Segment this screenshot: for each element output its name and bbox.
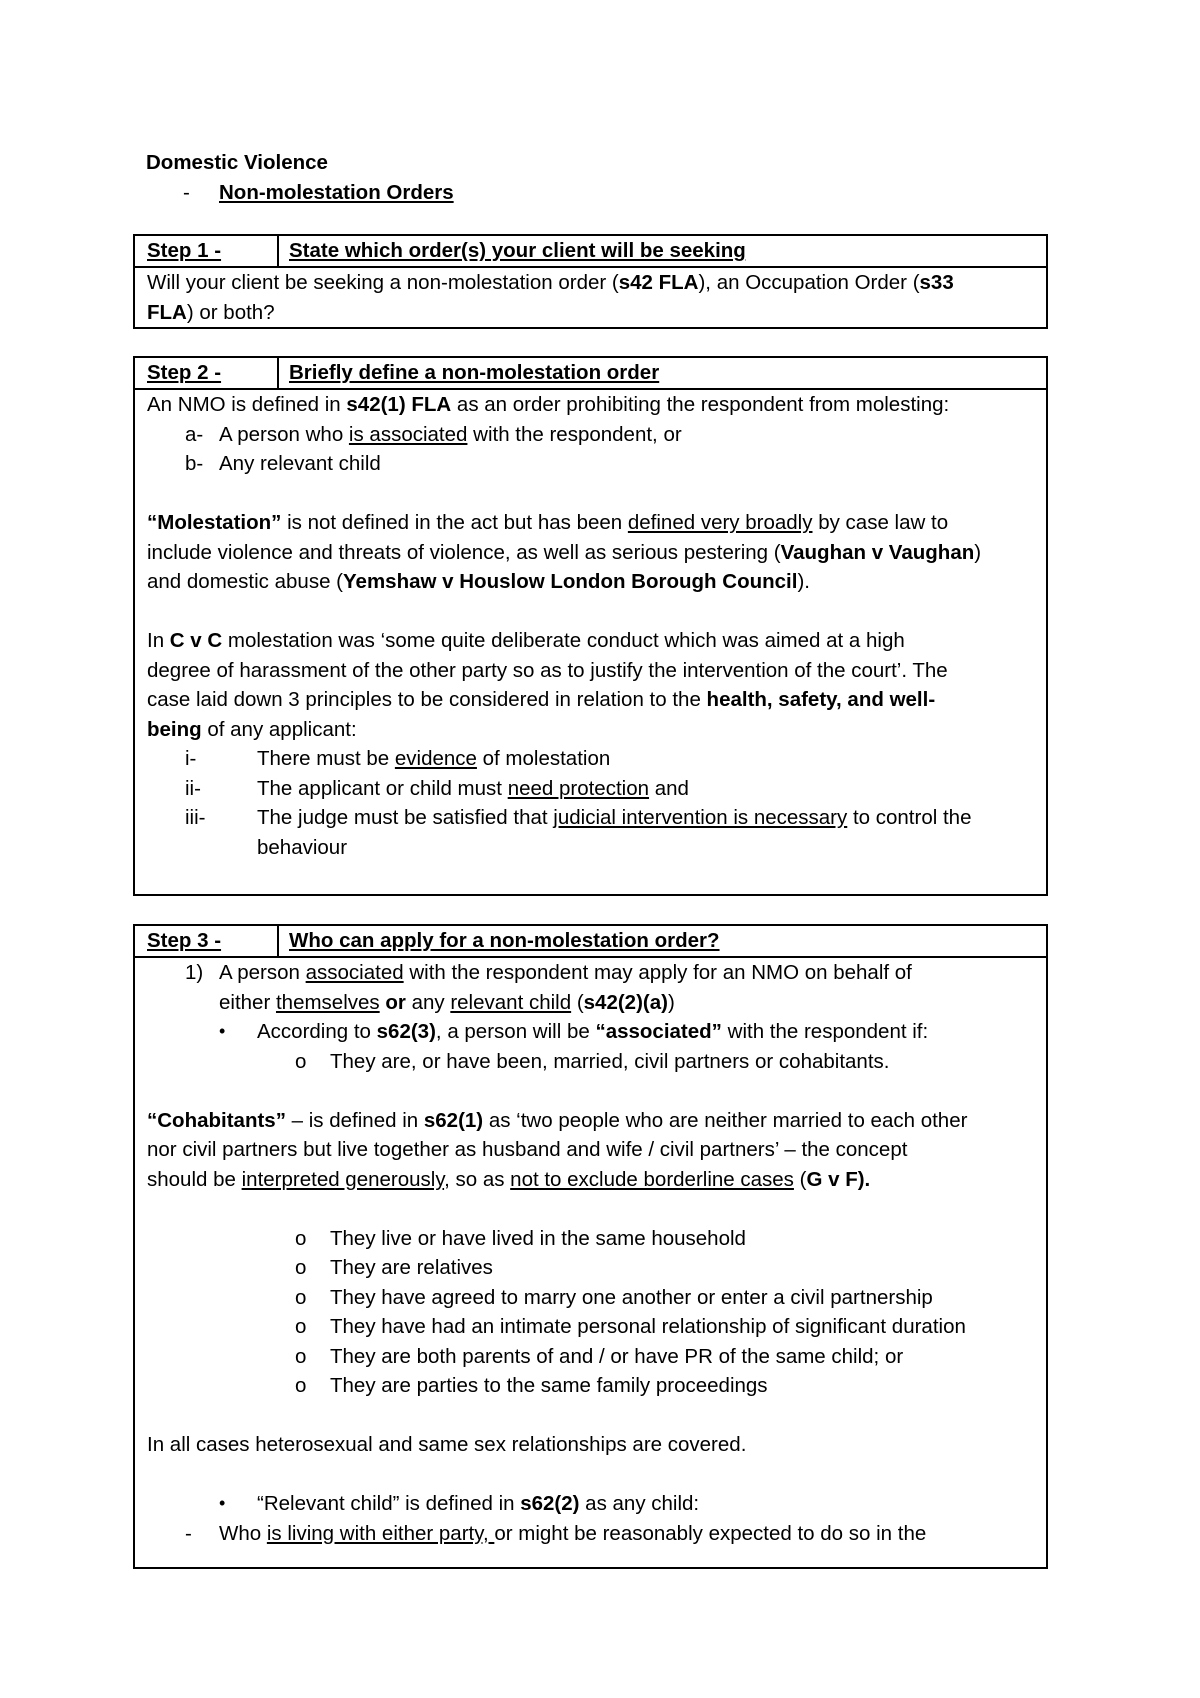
step-1-body <box>135 268 1046 327</box>
molestation-para-2: include violence and threats of violence, as well as serious pestering (Vaughan v Vaughan) <box>147 540 982 564</box>
list-marker: ii- <box>185 776 201 800</box>
step-2-body <box>135 390 1046 862</box>
step-1-title: State which order(s) your client will be seeking <box>289 239 746 262</box>
list-item: ii- The applicant or child must need protection and <box>147 774 1036 804</box>
list-item-continued: behaviour <box>257 835 348 859</box>
step-3-title: Who can apply for a non-molestation order? <box>289 929 720 952</box>
list-item: a- A person who is associated with the respondent, or <box>147 420 1036 450</box>
step-1-table <box>133 234 1048 329</box>
list-item: b- Any relevant child <box>147 449 1036 479</box>
cvc-para-2: degree of harassment of the other party so as to justify the intervention of the court’. The <box>147 658 948 682</box>
step-3-number: Step 3 - <box>135 926 279 956</box>
bullet-item: • “Relevant child” is defined in s62(2) as any child: <box>147 1489 1036 1519</box>
step-3-body <box>135 958 1046 1548</box>
list-marker: - <box>185 1521 192 1545</box>
sub-bullet-item: o They are both parents of and / or have PR of the same child; or <box>147 1342 1036 1372</box>
sub-bullet-item: o They are, or have been, married, civil partners or cohabitants. <box>147 1047 1036 1077</box>
sub-bullet-item: o They are relatives <box>147 1253 1036 1283</box>
circle-bullet-icon: o <box>295 1374 307 1397</box>
cvc-para: In C v C molestation was ‘some quite deliberate conduct which was aimed at a high <box>147 629 905 652</box>
step-1-header <box>135 236 1046 268</box>
list-marker: 1) <box>185 961 204 984</box>
cvc-para-3: case laid down 3 principles to be considered in relation to the health, safety, and well- <box>147 688 936 711</box>
list-item: i- There must be evidence of molestation <box>147 744 1036 774</box>
bullet-icon: • <box>219 1021 226 1041</box>
molestation-para-3: and domestic abuse (Yemshaw v Houslow London Borough Council). <box>147 570 810 593</box>
cohabitants-para: “Cohabitants” – is defined in s62(1) as ‘two people who are neither married to each other <box>147 1108 968 1132</box>
step-1-line-1: Will your client be seeking a non-molestation order (s42 FLA), an Occupation Order (s33 <box>147 271 954 294</box>
step-1-number: Step 1 - <box>135 236 279 266</box>
bullet-item: • According to s62(3), a person will be “associated” with the respondent if: <box>147 1017 1036 1047</box>
circle-bullet-icon: o <box>295 1285 307 1309</box>
subtitle-text: Non-molestation Orders <box>219 181 454 204</box>
step-1-line-2: FLA) or both? <box>147 300 275 324</box>
numbered-item: 1) A person associated with the respondent may apply for an NMO on behalf of <box>147 958 1036 988</box>
dash-item: - Who is living with either party, or might be reasonably expected to do so in the <box>147 1519 1036 1549</box>
circle-bullet-icon: o <box>295 1256 307 1279</box>
list-marker: b- <box>185 452 204 475</box>
sub-bullet-item: o They have had an intimate personal relationship of significant duration <box>147 1312 1036 1342</box>
subtitle-dash: - <box>183 181 190 204</box>
all-cases-para: In all cases heterosexual and same sex relationships are covered. <box>147 1433 747 1456</box>
step-2-number: Step 2 - <box>135 358 279 388</box>
sub-bullet-item: o They live or have lived in the same household <box>147 1224 1036 1254</box>
step-2-header <box>135 358 1046 390</box>
list-marker: iii- <box>185 806 206 829</box>
molestation-para: “Molestation” is not defined in the act but has been defined very broadly by case law to <box>147 511 949 534</box>
circle-bullet-icon: o <box>295 1226 307 1250</box>
sub-bullet-item: o They have agreed to marry one another or enter a civil partnership <box>147 1283 1036 1313</box>
step-2-title: Briefly define a non-molestation order <box>289 361 660 384</box>
step-3-table <box>133 924 1048 1569</box>
circle-bullet-icon: o <box>295 1049 307 1073</box>
list-marker: i- <box>185 747 197 770</box>
cohabitants-para-2: nor civil partners but live together as husband and wife / civil partners’ – the concept <box>147 1138 908 1161</box>
bullet-icon: • <box>219 1493 226 1513</box>
page-title: Domestic Violence <box>146 151 328 174</box>
numbered-item-continued: either themselves or any relevant child (s42(2)(a)) <box>219 990 675 1014</box>
list-item: iii- The judge must be satisfied that judicial intervention is necessary to control the <box>147 803 1036 833</box>
sub-bullet-item: o They are parties to the same family proceedings <box>147 1371 1036 1401</box>
cohabitants-para-3: should be interpreted generously, so as not to exclude borderline cases (G v F). <box>147 1167 871 1191</box>
list-marker: a- <box>185 422 204 446</box>
step-2-intro: An NMO is defined in s42(1) FLA as an order prohibiting the respondent from molesting: <box>147 393 950 416</box>
step-3-header <box>135 926 1046 958</box>
cvc-para-4: being of any applicant: <box>147 717 357 741</box>
circle-bullet-icon: o <box>295 1315 307 1338</box>
step-2-table <box>133 356 1048 896</box>
circle-bullet-icon: o <box>295 1344 307 1368</box>
